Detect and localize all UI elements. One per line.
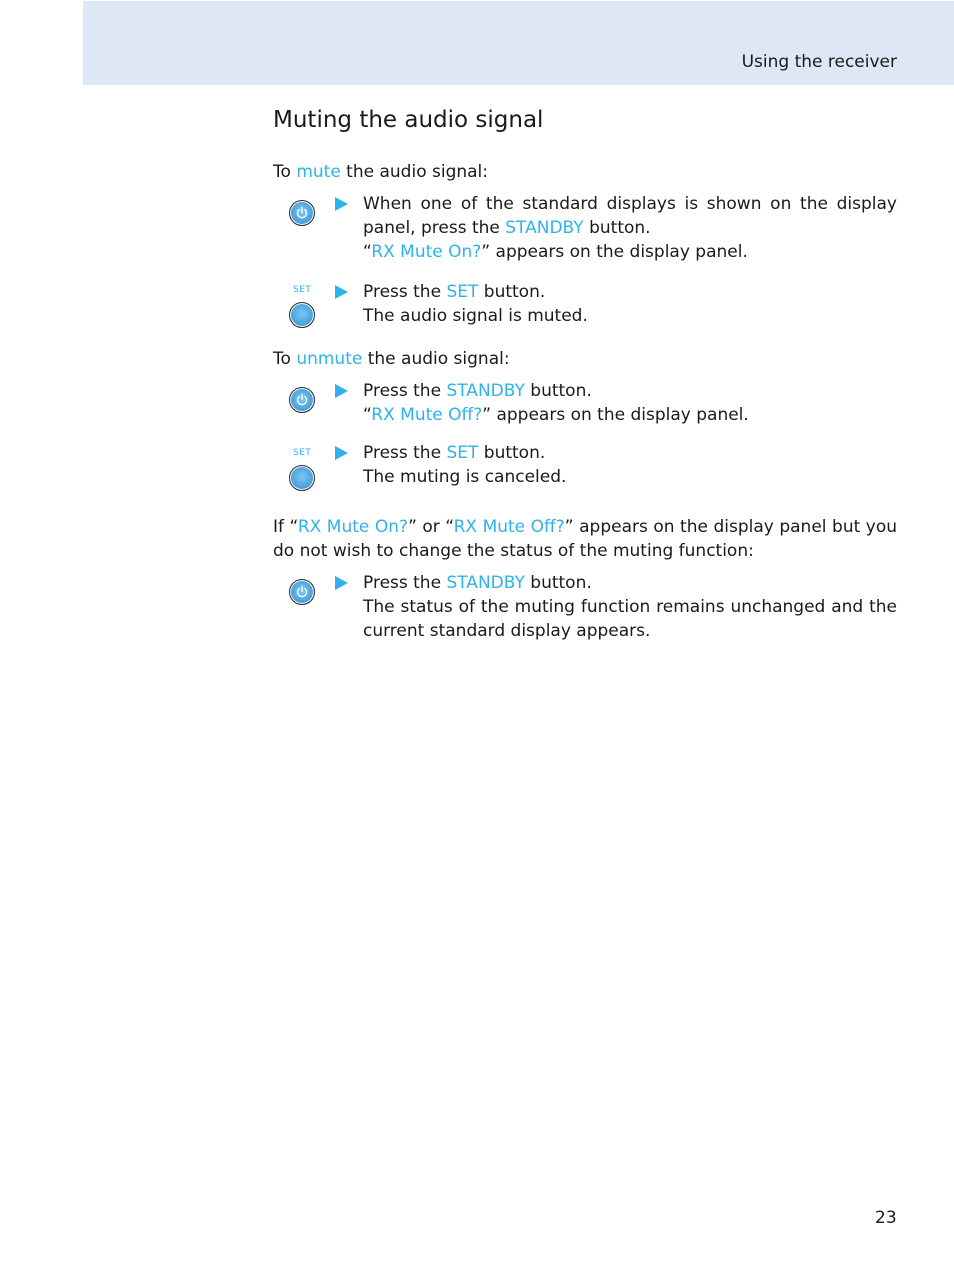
cancel-step: Press the STANDBY button. The status of the muting function remains unchanged and the current standard display appears.: [363, 573, 897, 641]
mute-step-1: When one of the standard displays is shown on the display panel, press the STANDBY button. “RX Mute On?” appears on the display panel.: [363, 194, 897, 262]
power-icon: [295, 585, 309, 599]
standby-key: STANDBY: [505, 218, 584, 238]
mute-step-1-result: “RX Mute On?” appears on the display panel.: [363, 242, 748, 262]
step-arrow-icon: [335, 446, 348, 460]
standby-key: STANDBY: [446, 573, 525, 593]
power-icon: [295, 206, 309, 220]
standby-button-icon: [289, 387, 315, 413]
power-icon: [295, 393, 309, 407]
standby-button-icon: [289, 200, 315, 226]
header-band: [83, 1, 954, 85]
rx-mute-off-text: RX Mute Off?: [453, 517, 565, 537]
mute-intro: To mute the audio signal:: [273, 162, 489, 182]
set-button-icon: [289, 302, 315, 328]
mute-keyword: mute: [296, 162, 341, 182]
mute-step-2: Press the SET button. The audio signal is muted.: [363, 280, 897, 328]
unmute-intro: To unmute the audio signal:: [273, 349, 510, 369]
set-button-icon: [289, 465, 315, 491]
section-title: Using the receiver: [741, 52, 897, 72]
set-label: SET: [293, 448, 312, 458]
page-title: Muting the audio signal: [273, 107, 544, 133]
step-arrow-icon: [335, 384, 348, 398]
standby-key: STANDBY: [446, 381, 525, 401]
step-arrow-icon: [335, 197, 348, 211]
mute-step-2-result: The audio signal is muted.: [363, 306, 588, 326]
standby-button-icon: [289, 579, 315, 605]
step-arrow-icon: [335, 576, 348, 590]
cancel-intro: If “RX Mute On?” or “RX Mute Off?” appears on the display panel but you do not wish to change the status of the muting function:: [273, 517, 898, 561]
step-arrow-icon: [335, 285, 348, 299]
unmute-step-2-result: The muting is canceled.: [363, 467, 567, 487]
unmute-step-2: Press the SET button. The muting is canceled.: [363, 441, 897, 489]
unmute-step-1: Press the STANDBY button. “RX Mute Off?” appears on the display panel.: [363, 379, 897, 427]
set-key: SET: [446, 282, 479, 302]
unmute-keyword: unmute: [296, 349, 363, 369]
set-key: SET: [446, 443, 479, 463]
set-label: SET: [293, 285, 312, 295]
cancel-step-result: The status of the muting function remains unchanged and the current standard display appears.: [363, 597, 897, 641]
unmute-step-1-result: “RX Mute Off?” appears on the display panel.: [363, 405, 749, 425]
page-number: 23: [875, 1208, 897, 1228]
rx-mute-on-text: RX Mute On?: [371, 242, 482, 262]
rx-mute-off-text: RX Mute Off?: [371, 405, 483, 425]
rx-mute-on-text: RX Mute On?: [297, 517, 409, 537]
